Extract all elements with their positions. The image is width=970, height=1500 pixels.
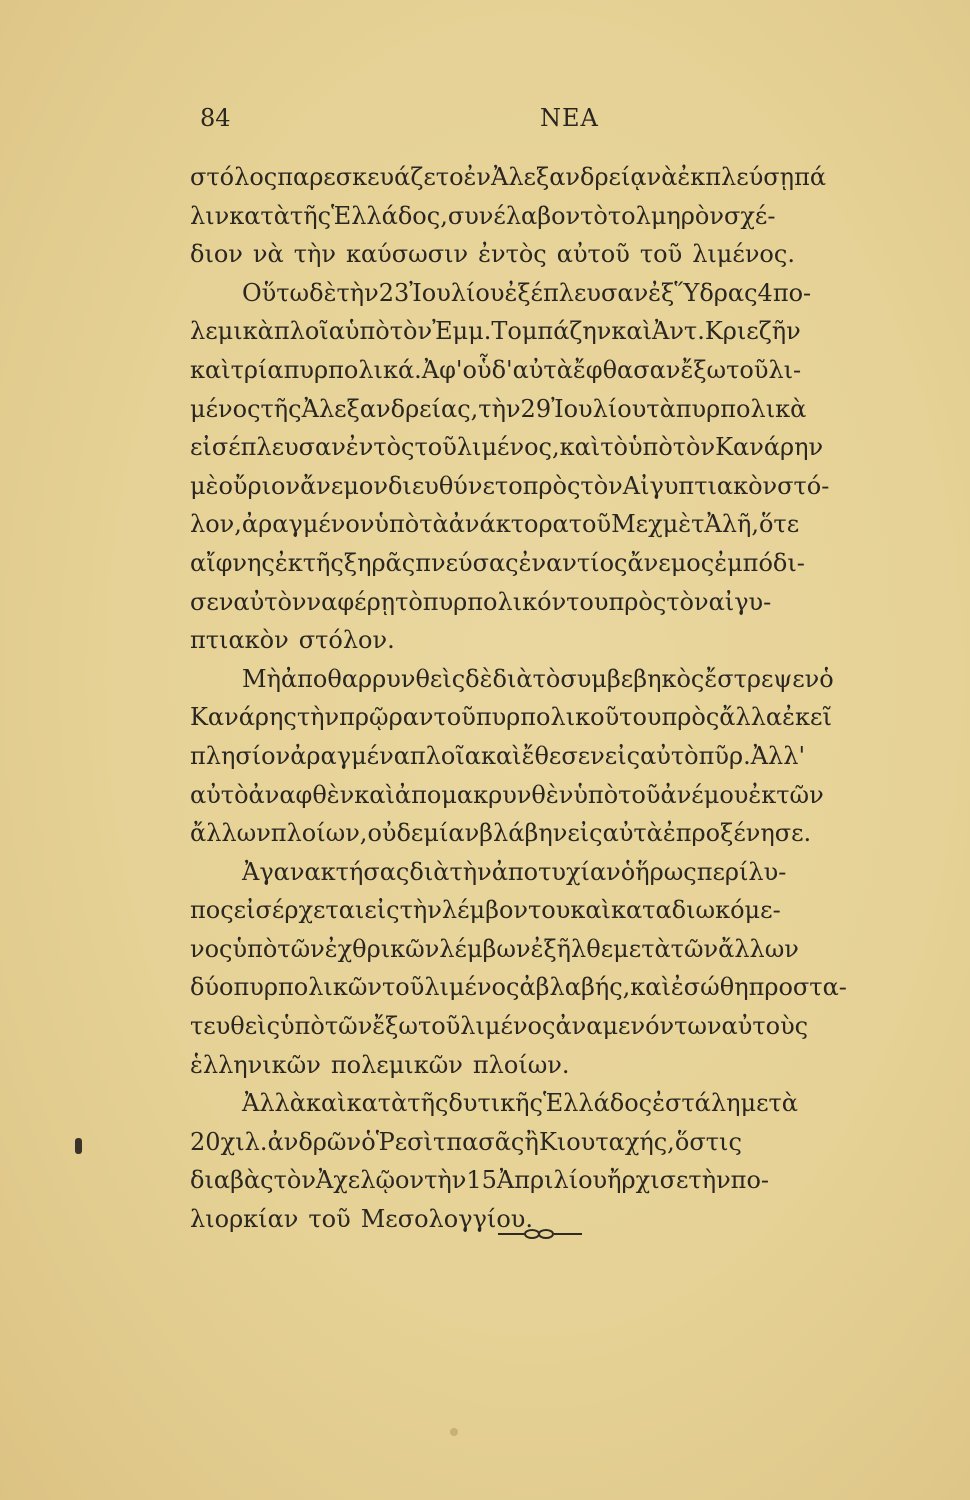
- word: τὴν: [688, 1166, 731, 1195]
- word: τοῦ: [308, 1205, 351, 1234]
- word: ἐμπόδι-: [714, 548, 805, 577]
- word: 15: [466, 1166, 497, 1195]
- word: νὰ: [252, 240, 284, 269]
- word: πυρπολικόν: [422, 587, 567, 616]
- word: δύο: [190, 973, 234, 1002]
- word: Κανάρης: [190, 703, 297, 732]
- word: ἐσώθη: [670, 973, 749, 1002]
- word: προστα-: [748, 973, 847, 1002]
- word: ἐκεῖ: [782, 703, 832, 732]
- word: τὸ: [580, 201, 608, 230]
- word: λιμένος,: [456, 433, 560, 462]
- word: ἐκπλεύσῃ: [677, 163, 795, 191]
- word: τοῦ: [639, 240, 683, 269]
- word: ἀνδρῶν: [267, 1127, 362, 1156]
- word: καὶ: [354, 780, 395, 809]
- text-line: [190, 660, 834, 699]
- word: λέμβων: [439, 934, 531, 963]
- word: πο-: [730, 1166, 770, 1195]
- word: Αἰγυπτιακὸν: [622, 471, 778, 500]
- word: Οὕτω: [242, 278, 310, 307]
- word: λιν: [190, 201, 230, 230]
- word: Μεσολογγίου.: [360, 1205, 533, 1234]
- word: ἀναφθὲν: [248, 780, 355, 809]
- word: ὅστις: [674, 1127, 742, 1156]
- word: λιμένος: [460, 1012, 556, 1041]
- word: πρὸς: [608, 587, 667, 616]
- word: διαβὰς: [190, 1166, 274, 1195]
- word: συμβεβηκὸς: [560, 664, 705, 693]
- paper-stain: [450, 1428, 458, 1436]
- word: τοῦ: [568, 510, 612, 539]
- word: πασᾶς: [446, 1127, 525, 1156]
- word: πυρπολικά.: [283, 355, 422, 384]
- word: καύσωσιν: [345, 240, 469, 269]
- word: αὐτοὺς: [721, 1012, 809, 1041]
- word: αὐτὸ: [640, 741, 699, 770]
- word: τὸν: [672, 433, 716, 462]
- text-line: [190, 930, 799, 969]
- running-head: ΝΕΑ: [540, 104, 599, 132]
- word: εἰς: [567, 819, 603, 848]
- word: κατὰ: [346, 1089, 408, 1118]
- word: Ἀντ.: [652, 317, 705, 346]
- ornament-divider-icon: [496, 1222, 586, 1246]
- word: ἀραγμένα: [290, 741, 410, 770]
- word: τοῦ: [618, 780, 661, 809]
- page-number: 84: [200, 104, 231, 132]
- word: διευθύνετο: [387, 471, 523, 500]
- word: Ἀλῆ,: [704, 510, 759, 539]
- word: σχέ-: [723, 201, 776, 230]
- word: ὑπὸ: [627, 433, 673, 462]
- word: καταδιωκόμε-: [610, 896, 781, 925]
- word: Ἀγανακτήσας: [242, 857, 410, 886]
- word: δὲ: [465, 664, 493, 693]
- text-line: [190, 698, 832, 737]
- text-line: [190, 158, 827, 197]
- word: αὐτὸν: [233, 587, 307, 616]
- word: ἔξω: [372, 1012, 418, 1041]
- word: καὶ: [630, 973, 671, 1002]
- word: Ἀχελῷον: [315, 1166, 425, 1195]
- word: τὰ: [646, 394, 676, 423]
- word: ἀνέμου: [660, 780, 749, 809]
- word: καὶ: [190, 355, 231, 384]
- word: ἀποθαρρυνθεὶς: [280, 664, 466, 693]
- text-line: [190, 621, 742, 660]
- word: ἀποτυχίαν: [491, 857, 621, 886]
- word: τὸν: [273, 1166, 316, 1195]
- word: αἰγυ-: [708, 587, 772, 616]
- word: περίλυ-: [696, 857, 787, 886]
- word: τῆς: [302, 548, 344, 577]
- text-line: [190, 505, 800, 544]
- word: αὐτοῦ: [556, 240, 630, 269]
- word: ἄλλων: [718, 934, 799, 963]
- page-header: [200, 104, 730, 144]
- word: ἐχθρικῶν: [324, 934, 440, 963]
- word: ὑπὸ: [232, 934, 278, 963]
- word: καὶ: [480, 741, 522, 770]
- word: ἀναμενόντων: [555, 1012, 722, 1041]
- margin-ink-mark: [75, 1138, 82, 1154]
- word: τῶν: [670, 934, 719, 963]
- word: τοῦ: [414, 433, 457, 462]
- word: πολεμικῶν: [330, 1050, 463, 1079]
- word: ἐστάλη: [652, 1089, 741, 1118]
- text-line: [190, 1046, 742, 1085]
- word: καὶ: [611, 317, 652, 346]
- word: 20: [190, 1127, 221, 1156]
- word: ἔφθασαν: [572, 355, 681, 384]
- word: Κανάρην: [715, 433, 824, 462]
- word: πλοίων,: [270, 819, 368, 848]
- word: ὁ: [361, 1127, 376, 1156]
- word: Μὴ: [242, 664, 281, 693]
- word: οὔριον: [218, 471, 301, 500]
- word: Ἀλλὰ: [242, 1089, 306, 1118]
- word: 29: [520, 394, 552, 423]
- word: πρὸς: [522, 471, 581, 500]
- word: δὲ: [309, 278, 337, 307]
- word: στό-: [777, 471, 830, 500]
- word: πλοῖα: [409, 741, 481, 770]
- word: ὁ: [819, 664, 834, 693]
- word: ἢ: [524, 1127, 539, 1156]
- text-line: [190, 1200, 742, 1239]
- word: κατὰ: [229, 201, 290, 230]
- word: τῆς: [407, 1089, 449, 1118]
- word: τὴν: [293, 240, 336, 269]
- word: χιλ.: [220, 1127, 268, 1156]
- word: πλοίων.: [472, 1050, 570, 1079]
- word: εἰσέπλευσαν: [190, 433, 346, 462]
- word: συνέλαβον: [447, 201, 581, 230]
- word: πος: [190, 896, 234, 925]
- word: βλάβην: [479, 819, 568, 848]
- word: ἥρως: [635, 857, 697, 886]
- word: Κριεζῆν: [704, 317, 801, 346]
- text-line: [190, 312, 801, 351]
- word: λέμβον: [441, 896, 529, 925]
- word: Ἑλλάδος: [542, 1089, 653, 1118]
- word: ἀβλαβής,: [519, 973, 631, 1002]
- text-line: [190, 776, 824, 815]
- word: 23: [378, 278, 410, 307]
- word: εἰσέρχεται: [233, 896, 365, 925]
- word: δυτικῆς: [448, 1089, 543, 1118]
- word: Ἀλλ': [750, 741, 806, 770]
- word: Κιουταχής,: [538, 1127, 675, 1156]
- word: στόλον.: [298, 626, 395, 655]
- word: μένος: [190, 394, 261, 423]
- text-line: [190, 891, 781, 930]
- body-text: [190, 158, 847, 1239]
- word: 4: [757, 278, 773, 307]
- word: ὅτε: [758, 510, 800, 539]
- word: Ἀλεξανδρείᾳ: [491, 163, 647, 191]
- text-line: [190, 968, 847, 1007]
- word: νὰ: [646, 163, 678, 191]
- word: τοῦ: [726, 355, 769, 384]
- word: τολμηρὸν: [607, 201, 724, 230]
- word: τὸν: [389, 317, 433, 346]
- word: Ἀλεξανδρείας,: [301, 394, 479, 423]
- word: τὴν: [424, 1166, 467, 1195]
- word: ἀραγμένον: [241, 510, 375, 539]
- word: του: [528, 896, 571, 925]
- word: τὸν: [580, 471, 623, 500]
- word: ἐξέπλευσαν: [504, 278, 649, 307]
- text-line: [190, 351, 802, 390]
- word: ὑπὸ: [344, 317, 390, 346]
- word: πλησίον: [190, 741, 291, 770]
- word: πνεύσας: [415, 548, 519, 577]
- word: τῆς: [260, 394, 302, 423]
- word: τοῦ: [417, 1012, 461, 1041]
- word: ὑπὸ: [374, 510, 420, 539]
- word: αὐτὸ: [190, 780, 249, 809]
- word: Ἀφ': [421, 355, 463, 384]
- word: ὁ: [620, 857, 636, 886]
- text-line: [190, 1123, 742, 1162]
- word: τοῦ: [381, 973, 425, 1002]
- text-line: [190, 390, 807, 429]
- word: πρὸς: [661, 703, 720, 732]
- word: Ῥεσὶτ: [375, 1127, 447, 1156]
- text-line: [190, 814, 812, 853]
- word: ἄνεμον: [300, 471, 388, 500]
- word: τὴν: [399, 896, 442, 925]
- word: ἐντὸς: [478, 240, 547, 269]
- word: Ἰουλίου: [409, 278, 505, 307]
- word: Ἑλλάδος,: [331, 201, 448, 230]
- word: στόλος: [190, 163, 278, 191]
- word: Ἐμμ.: [432, 317, 492, 346]
- word: τῶν: [324, 1012, 373, 1041]
- word: τῶν: [277, 934, 325, 963]
- word: ἐξῆλθε: [530, 934, 614, 963]
- word: τὴν: [296, 703, 340, 732]
- text-line: [190, 1161, 770, 1200]
- word: ἐκ: [748, 780, 777, 809]
- word: τὴν: [478, 394, 521, 423]
- word: παρεσκευάζετο: [277, 163, 464, 191]
- word: πτιακὸν: [190, 626, 289, 655]
- text-line: [190, 274, 812, 313]
- word: τρία: [230, 355, 284, 384]
- text-line: [190, 428, 824, 467]
- word: τὴν: [336, 278, 379, 307]
- word: ὑπὸ: [280, 1012, 325, 1041]
- text-line: [190, 197, 776, 236]
- word: λιμένος.: [692, 240, 795, 269]
- word: Μεχμὲτ: [611, 510, 705, 539]
- word: λεμικὰ: [190, 317, 274, 346]
- word: διον: [190, 240, 243, 269]
- word: ἑλληνικῶν: [190, 1050, 321, 1079]
- word: μὲ: [190, 471, 219, 500]
- word: του: [566, 587, 609, 616]
- word: του: [619, 703, 662, 732]
- word: ἐπροξένησε.: [662, 819, 812, 848]
- word: τὰ: [419, 510, 449, 539]
- word: πλοῖα: [273, 317, 345, 346]
- word: μετὰ: [613, 934, 671, 963]
- word: τευθεὶς: [190, 1012, 281, 1041]
- word: μετὰ: [740, 1089, 798, 1118]
- word: ἀνάκτορα: [448, 510, 569, 539]
- word: δ': [491, 355, 513, 384]
- word: πο-: [772, 278, 812, 307]
- word: σεν: [190, 587, 234, 616]
- word: πά: [794, 163, 827, 191]
- word: να: [306, 587, 338, 616]
- word: πυρπολικὰ: [675, 394, 807, 423]
- word: λιορκίαν: [190, 1205, 299, 1234]
- word: νος: [190, 934, 233, 963]
- word: τοῦ: [433, 703, 476, 732]
- word: ἐναντίος: [518, 548, 628, 577]
- word: λι-: [768, 355, 802, 384]
- word: ἀπομακρυνθὲν: [394, 780, 574, 809]
- text-line: [190, 583, 772, 622]
- word: ἐξ: [648, 278, 675, 307]
- word: λιμένος: [424, 973, 520, 1002]
- word: ἄλλων: [190, 819, 271, 848]
- word: εἰς: [364, 896, 400, 925]
- word: τὸν: [666, 587, 709, 616]
- word: ἤρχισε: [607, 1166, 689, 1195]
- word: πυρπολικῶν: [233, 973, 382, 1002]
- word: ἐν: [463, 163, 491, 191]
- word: Ἀπριλίου: [496, 1166, 608, 1195]
- text-line: [190, 235, 795, 274]
- word: Τομπάζην: [491, 317, 612, 346]
- text-line: [190, 1007, 809, 1046]
- word: τῶν: [776, 780, 824, 809]
- text-line: [190, 737, 806, 776]
- word: ἔθεσεν: [521, 741, 605, 770]
- word: Ἰουλίου: [551, 394, 647, 423]
- word: οὗ: [462, 355, 492, 384]
- text-line: [190, 853, 787, 892]
- word: ἐκ: [274, 548, 303, 577]
- word: ἄνεμος: [627, 548, 715, 577]
- word: τὴν: [449, 857, 492, 886]
- word: καὶ: [559, 433, 601, 462]
- word: καὶ: [570, 896, 611, 925]
- word: ὑπὸ: [573, 780, 619, 809]
- word: λον,: [190, 510, 242, 539]
- text-line: [190, 467, 830, 506]
- word: ἐντὸς: [345, 433, 415, 462]
- word: τὸ: [395, 587, 423, 616]
- word: Ὕδρας: [674, 278, 758, 307]
- word: ἔστρεψεν: [704, 664, 820, 693]
- word: οὐδεμίαν: [367, 819, 480, 848]
- word: τῆς: [289, 201, 332, 230]
- word: πυρπολικοῦ: [475, 703, 620, 732]
- word: ἄλλα: [719, 703, 783, 732]
- text-line: [190, 1084, 798, 1123]
- word: διὰ: [492, 664, 533, 693]
- word: καὶ: [305, 1089, 347, 1118]
- word: τὸ: [600, 433, 628, 462]
- word: αἴφνης: [190, 548, 275, 577]
- word: φέρῃ: [337, 587, 396, 616]
- word: εἰς: [604, 741, 641, 770]
- word: ξηρᾶς: [343, 548, 416, 577]
- word: διὰ: [409, 857, 450, 886]
- word: ἔξω: [680, 355, 727, 384]
- word: αὐτὰ: [602, 819, 663, 848]
- text-line: [190, 544, 805, 583]
- word: αὐτὰ: [512, 355, 573, 384]
- word: τὸ: [532, 664, 561, 693]
- word: πρῷραν: [339, 703, 434, 732]
- word: πῦρ.: [698, 741, 751, 770]
